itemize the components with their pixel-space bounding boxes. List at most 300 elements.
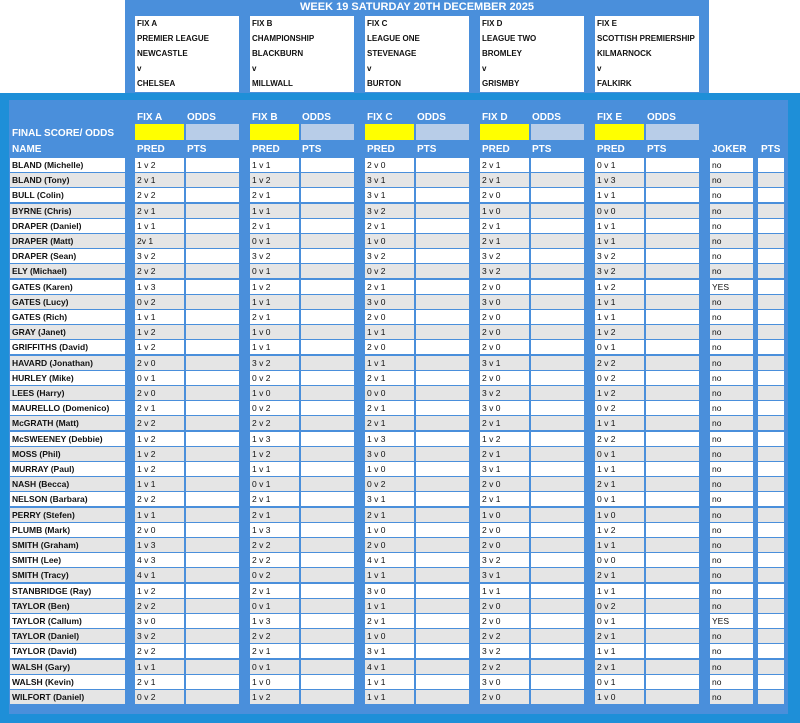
prediction-cell[interactable]: 2 v 1 [135, 401, 184, 415]
points-cell[interactable] [301, 447, 354, 461]
points-cell[interactable] [416, 599, 469, 613]
joker-cell[interactable]: no [710, 204, 753, 218]
points-cell[interactable] [186, 295, 239, 309]
points-cell[interactable] [646, 325, 699, 339]
points-cell[interactable] [416, 523, 469, 537]
prediction-cell[interactable]: 2 v 0 [480, 280, 529, 294]
points-cell[interactable] [301, 188, 354, 202]
prediction-cell[interactable]: 0 v 2 [250, 568, 299, 582]
points-cell[interactable] [531, 690, 584, 704]
points-cell[interactable] [531, 249, 584, 263]
prediction-cell[interactable]: 0 v 2 [595, 599, 644, 613]
prediction-cell[interactable]: 0 v 1 [250, 234, 299, 248]
points-cell[interactable] [186, 416, 239, 430]
points-cell[interactable] [531, 219, 584, 233]
points-cell[interactable] [186, 280, 239, 294]
points-cell[interactable] [186, 204, 239, 218]
points-cell[interactable] [646, 401, 699, 415]
joker-cell[interactable]: no [710, 219, 753, 233]
joker-cell[interactable]: no [710, 644, 753, 658]
points-cell[interactable] [186, 614, 239, 628]
prediction-cell[interactable]: 1 v 1 [135, 477, 184, 491]
odds-input[interactable] [531, 124, 584, 140]
prediction-cell[interactable]: 1 v 3 [250, 523, 299, 537]
points-cell[interactable] [531, 462, 584, 476]
joker-points-cell[interactable] [758, 173, 784, 187]
points-cell[interactable] [186, 386, 239, 400]
joker-points-cell[interactable] [758, 416, 784, 430]
prediction-cell[interactable]: 2 v 1 [135, 173, 184, 187]
points-cell[interactable] [301, 629, 354, 643]
prediction-cell[interactable]: 1 v 1 [250, 158, 299, 172]
joker-points-cell[interactable] [758, 599, 784, 613]
joker-cell[interactable]: no [710, 158, 753, 172]
prediction-cell[interactable]: 2 v 1 [250, 508, 299, 522]
joker-cell[interactable]: no [710, 432, 753, 446]
joker-points-cell[interactable] [758, 158, 784, 172]
points-cell[interactable] [186, 477, 239, 491]
points-cell[interactable] [531, 447, 584, 461]
prediction-cell[interactable]: 1 v 0 [365, 523, 414, 537]
prediction-cell[interactable]: 2 v 2 [480, 660, 529, 674]
prediction-cell[interactable]: 1 v 2 [135, 325, 184, 339]
points-cell[interactable] [186, 629, 239, 643]
points-cell[interactable] [416, 280, 469, 294]
prediction-cell[interactable]: 2v 1 [135, 234, 184, 248]
joker-cell[interactable]: no [710, 538, 753, 552]
joker-cell[interactable]: no [710, 340, 753, 354]
points-cell[interactable] [646, 188, 699, 202]
prediction-cell[interactable]: 3 v 0 [135, 614, 184, 628]
points-cell[interactable] [186, 310, 239, 324]
points-cell[interactable] [416, 219, 469, 233]
joker-points-cell[interactable] [758, 432, 784, 446]
points-cell[interactable] [646, 219, 699, 233]
points-cell[interactable] [646, 295, 699, 309]
points-cell[interactable] [186, 508, 239, 522]
points-cell[interactable] [186, 523, 239, 537]
prediction-cell[interactable]: 2 v 1 [365, 401, 414, 415]
prediction-cell[interactable]: 0 v 1 [250, 264, 299, 278]
prediction-cell[interactable]: 1 v 0 [365, 234, 414, 248]
points-cell[interactable] [186, 568, 239, 582]
points-cell[interactable] [531, 386, 584, 400]
points-cell[interactable] [531, 568, 584, 582]
joker-points-cell[interactable] [758, 401, 784, 415]
prediction-cell[interactable]: 3 v 2 [480, 386, 529, 400]
points-cell[interactable] [301, 234, 354, 248]
points-cell[interactable] [646, 477, 699, 491]
prediction-cell[interactable]: 2 v 1 [365, 416, 414, 430]
prediction-cell[interactable]: 1 v 1 [135, 660, 184, 674]
points-cell[interactable] [646, 264, 699, 278]
prediction-cell[interactable]: 1 v 2 [135, 340, 184, 354]
points-cell[interactable] [301, 264, 354, 278]
joker-points-cell[interactable] [758, 462, 784, 476]
prediction-cell[interactable]: 1 v 0 [250, 325, 299, 339]
prediction-cell[interactable]: 2 v 2 [135, 188, 184, 202]
points-cell[interactable] [416, 340, 469, 354]
prediction-cell[interactable]: 1 v 0 [365, 629, 414, 643]
prediction-cell[interactable]: 2 v 1 [250, 219, 299, 233]
points-cell[interactable] [186, 188, 239, 202]
points-cell[interactable] [416, 462, 469, 476]
joker-points-cell[interactable] [758, 310, 784, 324]
prediction-cell[interactable]: 1 v 0 [480, 508, 529, 522]
prediction-cell[interactable]: 3 v 1 [480, 462, 529, 476]
points-cell[interactable] [301, 508, 354, 522]
prediction-cell[interactable]: 2 v 0 [480, 371, 529, 385]
joker-cell[interactable]: no [710, 447, 753, 461]
points-cell[interactable] [186, 356, 239, 370]
prediction-cell[interactable]: 2 v 2 [135, 264, 184, 278]
prediction-cell[interactable]: 1 v 0 [480, 204, 529, 218]
prediction-cell[interactable]: 1 v 1 [595, 416, 644, 430]
prediction-cell[interactable]: 3 v 1 [365, 188, 414, 202]
points-cell[interactable] [416, 690, 469, 704]
points-cell[interactable] [646, 492, 699, 506]
joker-points-cell[interactable] [758, 553, 784, 567]
prediction-cell[interactable]: 2 v 2 [135, 599, 184, 613]
prediction-cell[interactable]: 1 v 2 [595, 280, 644, 294]
final-score-input[interactable] [135, 124, 184, 140]
prediction-cell[interactable]: 2 v 0 [480, 340, 529, 354]
points-cell[interactable] [416, 371, 469, 385]
points-cell[interactable] [301, 553, 354, 567]
prediction-cell[interactable]: 2 v 2 [595, 432, 644, 446]
points-cell[interactable] [531, 675, 584, 689]
points-cell[interactable] [531, 553, 584, 567]
odds-input[interactable] [416, 124, 469, 140]
prediction-cell[interactable]: 1 v 1 [595, 295, 644, 309]
prediction-cell[interactable]: 2 v 0 [480, 325, 529, 339]
joker-cell[interactable]: no [710, 660, 753, 674]
prediction-cell[interactable]: 2 v 2 [135, 492, 184, 506]
prediction-cell[interactable]: 1 v 0 [595, 690, 644, 704]
joker-points-cell[interactable] [758, 249, 784, 263]
prediction-cell[interactable]: 2 v 0 [480, 690, 529, 704]
joker-points-cell[interactable] [758, 584, 784, 598]
joker-points-cell[interactable] [758, 492, 784, 506]
points-cell[interactable] [416, 234, 469, 248]
joker-points-cell[interactable] [758, 295, 784, 309]
points-cell[interactable] [301, 310, 354, 324]
points-cell[interactable] [531, 538, 584, 552]
prediction-cell[interactable]: 2 v 0 [365, 310, 414, 324]
points-cell[interactable] [646, 249, 699, 263]
points-cell[interactable] [646, 310, 699, 324]
odds-input[interactable] [186, 124, 239, 140]
points-cell[interactable] [301, 386, 354, 400]
prediction-cell[interactable]: 2 v 1 [365, 508, 414, 522]
prediction-cell[interactable]: 2 v 0 [365, 158, 414, 172]
points-cell[interactable] [301, 675, 354, 689]
prediction-cell[interactable]: 0 v 0 [595, 553, 644, 567]
points-cell[interactable] [646, 280, 699, 294]
points-cell[interactable] [646, 371, 699, 385]
points-cell[interactable] [186, 553, 239, 567]
prediction-cell[interactable]: 3 v 0 [480, 401, 529, 415]
points-cell[interactable] [646, 234, 699, 248]
points-cell[interactable] [301, 158, 354, 172]
prediction-cell[interactable]: 1 v 1 [365, 325, 414, 339]
points-cell[interactable] [416, 325, 469, 339]
prediction-cell[interactable]: 0 v 2 [135, 295, 184, 309]
prediction-cell[interactable]: 0 v 2 [250, 401, 299, 415]
prediction-cell[interactable]: 1 v 1 [365, 675, 414, 689]
final-score-input[interactable] [595, 124, 644, 140]
points-cell[interactable] [646, 416, 699, 430]
prediction-cell[interactable]: 2 v 0 [480, 599, 529, 613]
points-cell[interactable] [531, 660, 584, 674]
prediction-cell[interactable]: 2 v 1 [480, 492, 529, 506]
prediction-cell[interactable]: 3 v 1 [480, 568, 529, 582]
prediction-cell[interactable]: 2 v 1 [480, 234, 529, 248]
prediction-cell[interactable]: 1 v 1 [135, 310, 184, 324]
prediction-cell[interactable]: 1 v 1 [595, 234, 644, 248]
prediction-cell[interactable]: 1 v 2 [135, 158, 184, 172]
points-cell[interactable] [301, 538, 354, 552]
prediction-cell[interactable]: 2 v 1 [250, 644, 299, 658]
prediction-cell[interactable]: 1 v 3 [595, 173, 644, 187]
prediction-cell[interactable]: 1 v 2 [135, 447, 184, 461]
joker-points-cell[interactable] [758, 660, 784, 674]
joker-points-cell[interactable] [758, 219, 784, 233]
points-cell[interactable] [301, 432, 354, 446]
prediction-cell[interactable]: 3 v 2 [365, 249, 414, 263]
prediction-cell[interactable]: 2 v 1 [595, 629, 644, 643]
prediction-cell[interactable]: 2 v 0 [135, 386, 184, 400]
points-cell[interactable] [301, 356, 354, 370]
points-cell[interactable] [416, 416, 469, 430]
joker-cell[interactable]: no [710, 416, 753, 430]
prediction-cell[interactable]: 2 v 0 [365, 538, 414, 552]
points-cell[interactable] [646, 523, 699, 537]
prediction-cell[interactable]: 3 v 1 [365, 644, 414, 658]
prediction-cell[interactable]: 3 v 1 [365, 492, 414, 506]
joker-cell[interactable]: no [710, 401, 753, 415]
prediction-cell[interactable]: 2 v 1 [250, 584, 299, 598]
points-cell[interactable] [416, 295, 469, 309]
points-cell[interactable] [416, 249, 469, 263]
points-cell[interactable] [301, 295, 354, 309]
points-cell[interactable] [646, 614, 699, 628]
prediction-cell[interactable]: 0 v 1 [595, 614, 644, 628]
points-cell[interactable] [416, 310, 469, 324]
joker-points-cell[interactable] [758, 538, 784, 552]
joker-cell[interactable]: no [710, 492, 753, 506]
joker-points-cell[interactable] [758, 325, 784, 339]
points-cell[interactable] [531, 614, 584, 628]
points-cell[interactable] [186, 690, 239, 704]
prediction-cell[interactable]: 0 v 0 [365, 386, 414, 400]
prediction-cell[interactable]: 0 v 1 [595, 447, 644, 461]
points-cell[interactable] [416, 660, 469, 674]
prediction-cell[interactable]: 1 v 3 [365, 432, 414, 446]
points-cell[interactable] [531, 310, 584, 324]
joker-cell[interactable]: no [710, 584, 753, 598]
points-cell[interactable] [646, 508, 699, 522]
prediction-cell[interactable]: 2 v 1 [250, 492, 299, 506]
joker-cell[interactable]: no [710, 477, 753, 491]
joker-cell[interactable]: no [710, 553, 753, 567]
prediction-cell[interactable]: 2 v 1 [595, 660, 644, 674]
points-cell[interactable] [301, 249, 354, 263]
prediction-cell[interactable]: 3 v 2 [595, 249, 644, 263]
points-cell[interactable] [646, 204, 699, 218]
prediction-cell[interactable]: 2 v 1 [480, 416, 529, 430]
prediction-cell[interactable]: 0 v 1 [595, 158, 644, 172]
prediction-cell[interactable]: 0 v 1 [135, 371, 184, 385]
points-cell[interactable] [186, 219, 239, 233]
prediction-cell[interactable]: 1 v 1 [365, 356, 414, 370]
points-cell[interactable] [186, 249, 239, 263]
prediction-cell[interactable]: 3 v 2 [365, 204, 414, 218]
joker-cell[interactable]: no [710, 234, 753, 248]
joker-points-cell[interactable] [758, 340, 784, 354]
prediction-cell[interactable]: 2 v 1 [480, 158, 529, 172]
points-cell[interactable] [416, 629, 469, 643]
joker-cell[interactable]: no [710, 508, 753, 522]
joker-points-cell[interactable] [758, 386, 784, 400]
points-cell[interactable] [301, 690, 354, 704]
points-cell[interactable] [531, 295, 584, 309]
prediction-cell[interactable]: 2 v 1 [365, 280, 414, 294]
prediction-cell[interactable]: 1 v 3 [135, 280, 184, 294]
prediction-cell[interactable]: 2 v 1 [365, 614, 414, 628]
prediction-cell[interactable]: 2 v 1 [595, 477, 644, 491]
points-cell[interactable] [301, 599, 354, 613]
prediction-cell[interactable]: 1 v 1 [250, 340, 299, 354]
points-cell[interactable] [531, 234, 584, 248]
points-cell[interactable] [531, 508, 584, 522]
points-cell[interactable] [531, 629, 584, 643]
points-cell[interactable] [301, 614, 354, 628]
points-cell[interactable] [301, 325, 354, 339]
points-cell[interactable] [186, 158, 239, 172]
points-cell[interactable] [531, 523, 584, 537]
prediction-cell[interactable]: 1 v 1 [250, 295, 299, 309]
points-cell[interactable] [531, 644, 584, 658]
points-cell[interactable] [186, 173, 239, 187]
points-cell[interactable] [646, 158, 699, 172]
points-cell[interactable] [186, 401, 239, 415]
points-cell[interactable] [531, 599, 584, 613]
prediction-cell[interactable]: 1 v 1 [595, 188, 644, 202]
points-cell[interactable] [416, 447, 469, 461]
points-cell[interactable] [186, 234, 239, 248]
prediction-cell[interactable]: 2 v 2 [250, 553, 299, 567]
points-cell[interactable] [186, 492, 239, 506]
joker-cell[interactable]: no [710, 356, 753, 370]
points-cell[interactable] [646, 584, 699, 598]
points-cell[interactable] [186, 264, 239, 278]
prediction-cell[interactable]: 1 v 1 [250, 462, 299, 476]
prediction-cell[interactable]: 2 v 0 [135, 356, 184, 370]
joker-points-cell[interactable] [758, 523, 784, 537]
prediction-cell[interactable]: 2 v 2 [595, 356, 644, 370]
joker-cell[interactable]: YES [710, 614, 753, 628]
joker-points-cell[interactable] [758, 447, 784, 461]
joker-points-cell[interactable] [758, 629, 784, 643]
prediction-cell[interactable]: 1 v 0 [250, 675, 299, 689]
joker-cell[interactable]: no [710, 690, 753, 704]
points-cell[interactable] [416, 614, 469, 628]
points-cell[interactable] [186, 432, 239, 446]
prediction-cell[interactable]: 1 v 2 [135, 432, 184, 446]
points-cell[interactable] [531, 264, 584, 278]
prediction-cell[interactable]: 2 v 1 [480, 447, 529, 461]
prediction-cell[interactable]: 1 v 2 [250, 280, 299, 294]
points-cell[interactable] [301, 173, 354, 187]
points-cell[interactable] [646, 660, 699, 674]
points-cell[interactable] [531, 280, 584, 294]
joker-points-cell[interactable] [758, 204, 784, 218]
joker-points-cell[interactable] [758, 371, 784, 385]
points-cell[interactable] [186, 584, 239, 598]
points-cell[interactable] [531, 204, 584, 218]
prediction-cell[interactable]: 0 v 1 [595, 675, 644, 689]
points-cell[interactable] [301, 568, 354, 582]
points-cell[interactable] [186, 447, 239, 461]
joker-points-cell[interactable] [758, 188, 784, 202]
prediction-cell[interactable]: 0 v 1 [250, 660, 299, 674]
points-cell[interactable] [646, 173, 699, 187]
prediction-cell[interactable]: 1 v 2 [595, 523, 644, 537]
points-cell[interactable] [416, 675, 469, 689]
points-cell[interactable] [646, 629, 699, 643]
final-score-input[interactable] [250, 124, 299, 140]
prediction-cell[interactable]: 1 v 1 [595, 584, 644, 598]
joker-cell[interactable]: no [710, 249, 753, 263]
prediction-cell[interactable]: 2 v 1 [365, 219, 414, 233]
prediction-cell[interactable]: 0 v 2 [250, 371, 299, 385]
joker-points-cell[interactable] [758, 508, 784, 522]
joker-cell[interactable]: no [710, 264, 753, 278]
prediction-cell[interactable]: 1 v 2 [480, 432, 529, 446]
prediction-cell[interactable]: 0 v 2 [595, 401, 644, 415]
prediction-cell[interactable]: 3 v 0 [365, 295, 414, 309]
prediction-cell[interactable]: 2 v 2 [250, 538, 299, 552]
prediction-cell[interactable]: 1 v 3 [250, 432, 299, 446]
prediction-cell[interactable]: 1 v 1 [595, 644, 644, 658]
points-cell[interactable] [301, 219, 354, 233]
prediction-cell[interactable]: 2 v 2 [250, 416, 299, 430]
points-cell[interactable] [646, 690, 699, 704]
points-cell[interactable] [301, 204, 354, 218]
prediction-cell[interactable]: 3 v 2 [250, 249, 299, 263]
points-cell[interactable] [531, 173, 584, 187]
prediction-cell[interactable]: 1 v 1 [135, 219, 184, 233]
joker-cell[interactable]: no [710, 523, 753, 537]
points-cell[interactable] [646, 599, 699, 613]
prediction-cell[interactable]: 1 v 0 [365, 462, 414, 476]
points-cell[interactable] [531, 416, 584, 430]
prediction-cell[interactable]: 2 v 2 [250, 629, 299, 643]
points-cell[interactable] [301, 584, 354, 598]
points-cell[interactable] [646, 462, 699, 476]
joker-points-cell[interactable] [758, 356, 784, 370]
prediction-cell[interactable]: 2 v 1 [135, 675, 184, 689]
points-cell[interactable] [646, 538, 699, 552]
prediction-cell[interactable]: 4 v 1 [365, 553, 414, 567]
points-cell[interactable] [416, 492, 469, 506]
prediction-cell[interactable]: 1 v 2 [250, 447, 299, 461]
prediction-cell[interactable]: 1 v 1 [365, 690, 414, 704]
points-cell[interactable] [186, 675, 239, 689]
prediction-cell[interactable]: 1 v 2 [595, 386, 644, 400]
points-cell[interactable] [416, 386, 469, 400]
